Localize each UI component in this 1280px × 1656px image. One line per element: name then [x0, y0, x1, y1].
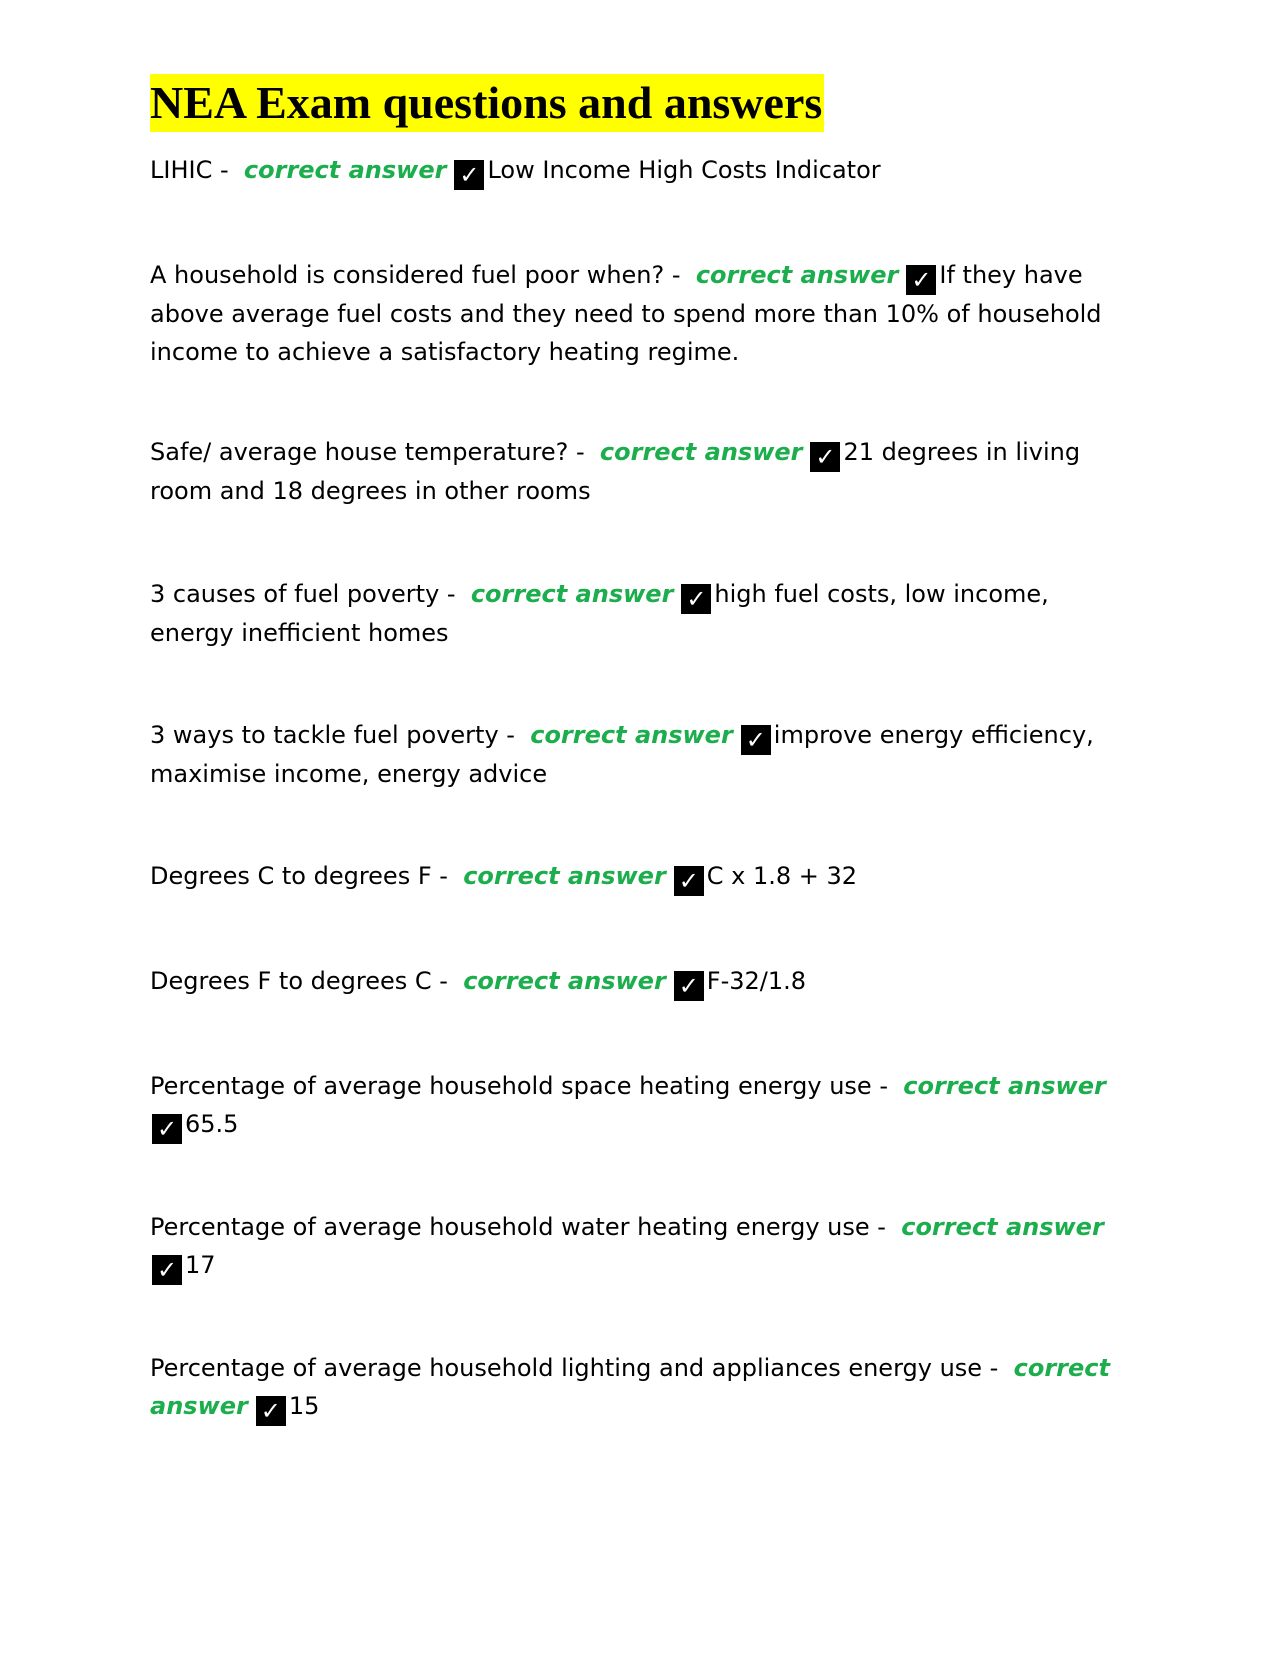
question-text: Degrees C to degrees F -: [150, 862, 448, 890]
qa-item-tackle: [150, 716, 1140, 793]
checkmark-icon: ✓: [152, 1255, 182, 1285]
answer-text: high fuel costs, low income, energy inefficient homes: [150, 580, 1049, 647]
answer-text: 15: [288, 1392, 320, 1420]
answer-text: Low Income High Costs Indicator: [487, 156, 881, 184]
checkmark-icon: ✓: [906, 265, 936, 295]
question-text: A household is considered fuel poor when? -: [150, 261, 681, 289]
document-title: NEA Exam questions and answers: [150, 74, 824, 132]
question-text: LIHIC -: [150, 156, 229, 184]
question-text: Degrees F to degrees C -: [150, 967, 448, 995]
correct-answer-label: correct answer: [470, 580, 674, 608]
checkmark-icon: ✓: [674, 971, 704, 1001]
question-text: 3 causes of fuel poverty -: [150, 580, 456, 608]
answer-text: 65.5: [185, 1110, 239, 1138]
question-text: 3 ways to tackle fuel poverty -: [150, 721, 515, 749]
answer-text: 21 degrees in living room and 18 degrees in other rooms: [150, 438, 1081, 505]
qa-item-f-to-c: [150, 962, 1140, 1001]
correct-answer-label: correct answer: [463, 862, 666, 890]
answer-text: F-32/1.8: [706, 967, 807, 995]
correct-answer-label: correct answer: [243, 156, 447, 184]
question-text: Percentage of average household lighting and appliances energy use -: [150, 1354, 999, 1382]
qa-item-house-temperature: [150, 433, 1140, 510]
correct-answer-label: correct answer: [463, 967, 666, 995]
correct-answer-label: correct answer: [901, 1213, 1104, 1241]
correct-answer-label: correct answer: [903, 1072, 1106, 1100]
checkmark-icon: ✓: [674, 866, 704, 896]
checkmark-icon: ✓: [741, 725, 771, 755]
checkmark-icon: ✓: [810, 442, 840, 472]
qa-item-c-to-f: [150, 857, 1140, 896]
checkmark-icon: ✓: [454, 160, 484, 190]
question-text: Percentage of average household water heating energy use -: [150, 1213, 886, 1241]
correct-answer-label-part2: answer: [150, 1392, 248, 1420]
checkmark-icon: ✓: [256, 1396, 286, 1426]
checkmark-icon: ✓: [152, 1114, 182, 1144]
answer-text: 17: [185, 1251, 216, 1279]
qa-item-causes: [150, 575, 1140, 652]
checkmark-icon: ✓: [681, 584, 711, 614]
answer-text: C x 1.8 + 32: [706, 862, 858, 890]
qa-item-lihic: [150, 151, 1140, 190]
correct-answer-label: correct answer: [599, 438, 803, 466]
qa-item-space-heating: [150, 1067, 1140, 1144]
correct-answer-label-part1: correct: [1013, 1354, 1110, 1382]
question-text: Safe/ average house temperature? -: [150, 438, 585, 466]
document-page: [150, 74, 1140, 132]
qa-item-lighting-appliances: [150, 1349, 1140, 1426]
correct-answer-label: correct answer: [530, 721, 733, 749]
correct-answer-label: correct answer: [695, 261, 899, 289]
answer-text: If they have above average fuel costs and they need to spend more than 10% of household income to achieve a satisfactory heating regime.: [150, 261, 1102, 366]
qa-item-water-heating: [150, 1208, 1140, 1285]
answer-text: improve energy efficiency, maximise income, energy advice: [150, 721, 1094, 788]
question-text: Percentage of average household space heating energy use -: [150, 1072, 888, 1100]
qa-item-fuel-poor: [150, 256, 1140, 371]
